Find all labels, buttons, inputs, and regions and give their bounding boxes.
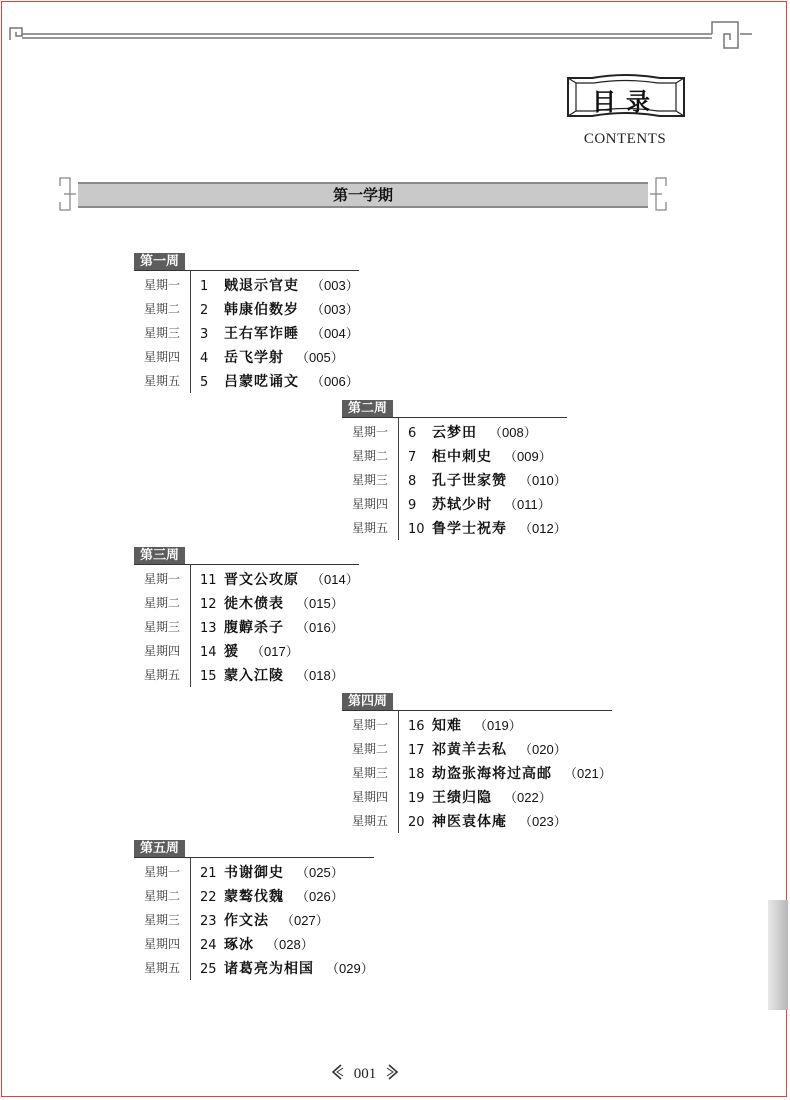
entry-page: （016） (296, 620, 344, 635)
entry-page: （012） (519, 521, 567, 536)
entry-number: 22 (200, 890, 217, 905)
entry-title: 柜中刺史 (432, 449, 492, 465)
entry-page: （018） (296, 668, 344, 683)
entry-page: （005） (296, 350, 344, 365)
week-label: 第三周 (134, 547, 185, 564)
day-label: 星期二 (143, 302, 180, 316)
day-label: 星期二 (143, 596, 180, 610)
toc-entry[interactable] (134, 956, 374, 980)
page-edge-shadow (768, 900, 788, 1010)
toc-entry[interactable] (134, 639, 359, 663)
entry-page: （027） (281, 913, 329, 928)
entry-page: （025） (296, 865, 344, 880)
entry-title: 神医袁体庵 (432, 814, 507, 830)
entry-title: 蒙入江陵 (224, 668, 284, 684)
entry-title: 苏轼少时 (432, 497, 492, 513)
entry-title: 王绩归隐 (432, 790, 492, 806)
week-entries (134, 270, 359, 393)
entry-number: 7 (408, 450, 417, 465)
week-section (134, 250, 359, 393)
entry-title: 劫盗张海将过高邮 (432, 766, 552, 782)
entry-title: 吕蒙呓诵文 (224, 374, 299, 390)
entry-title: 徙木偾表 (224, 596, 284, 612)
day-label: 星期四 (143, 350, 180, 364)
entry-title: 作文法 (224, 913, 269, 929)
week-entries (342, 417, 567, 540)
day-label: 星期四 (143, 937, 180, 951)
entry-title: 蒙骜伐魏 (224, 889, 284, 905)
week-section (342, 397, 567, 540)
toc-entry[interactable] (134, 615, 359, 639)
entry-page: （011） (504, 497, 551, 512)
toc-subtitle: CONTENTS (583, 131, 667, 147)
day-label: 星期五 (143, 374, 180, 388)
toc-entry[interactable] (342, 713, 612, 737)
entry-page: （026） (296, 889, 344, 904)
day-label: 星期五 (351, 814, 388, 828)
entry-title: 贼退示官吏 (224, 278, 299, 294)
entry-number: 4 (200, 351, 209, 366)
page-number: 001 (353, 1066, 377, 1082)
entry-number: 8 (408, 474, 417, 489)
entry-number: 25 (200, 962, 217, 977)
toc-entry[interactable] (134, 908, 374, 932)
toc-entry[interactable] (134, 321, 359, 345)
entry-number: 21 (200, 866, 217, 881)
week-section (134, 544, 359, 687)
entry-number: 18 (408, 767, 425, 782)
entry-page: （021） (564, 766, 612, 781)
entry-number: 9 (408, 498, 417, 513)
day-label: 星期三 (143, 913, 180, 927)
week-entries (342, 710, 612, 833)
day-label: 星期四 (351, 497, 388, 511)
day-label: 星期一 (351, 718, 388, 732)
toc-entry[interactable] (134, 369, 359, 393)
entry-number: 15 (200, 669, 217, 684)
day-label: 星期三 (143, 620, 180, 634)
day-label: 星期二 (143, 889, 180, 903)
entry-title: 知难 (432, 718, 462, 734)
toc-entry[interactable] (342, 785, 612, 809)
entry-number: 16 (408, 719, 425, 734)
day-label: 星期五 (351, 521, 388, 535)
entry-title: 腹䵍杀子 (224, 620, 284, 636)
entry-title: 孔子世家赞 (432, 473, 507, 489)
toc-entry[interactable] (134, 297, 359, 321)
toc-entry[interactable] (134, 663, 359, 687)
day-label: 星期一 (351, 425, 388, 439)
week-section (342, 690, 612, 833)
toc-entry[interactable] (342, 761, 612, 785)
entry-number: 5 (200, 375, 209, 390)
entry-page: （003） (311, 278, 359, 293)
entry-page: （014） (311, 572, 359, 587)
entry-page: （003） (311, 302, 359, 317)
toc-entry[interactable] (134, 567, 359, 591)
entry-title: 晋文公攻原 (224, 572, 299, 588)
entry-number: 19 (408, 791, 425, 806)
week-label: 第一周 (134, 253, 185, 270)
entry-title: 韩康伯数岁 (224, 302, 299, 318)
entry-page: （006） (311, 374, 359, 389)
entry-title: 猨 (224, 644, 239, 660)
day-label: 星期一 (143, 865, 180, 879)
day-label: 星期二 (351, 449, 388, 463)
page-footer (330, 1062, 400, 1082)
entry-title: 书谢御史 (224, 865, 284, 881)
day-label: 星期三 (351, 473, 388, 487)
day-label: 星期二 (351, 742, 388, 756)
toc-entry[interactable] (134, 932, 374, 956)
toc-entry[interactable] (134, 591, 359, 615)
entry-number: 20 (408, 815, 425, 830)
toc-entry[interactable] (342, 420, 567, 444)
chevron-right-icon (386, 1063, 400, 1081)
week-entries (134, 564, 359, 687)
toc-entry[interactable] (342, 809, 612, 833)
toc-entry[interactable] (134, 860, 374, 884)
entry-title: 琢冰 (224, 937, 254, 953)
entry-title: 王右军诈睡 (224, 326, 299, 342)
entry-page: （015） (296, 596, 344, 611)
toc-entry[interactable] (342, 516, 567, 540)
entry-title: 祁黄羊去私 (432, 742, 507, 758)
entry-number: 23 (200, 914, 217, 929)
toc-entry[interactable] (342, 468, 567, 492)
day-label: 星期四 (351, 790, 388, 804)
entry-page: （029） (326, 961, 374, 976)
entry-title: 岳飞学射 (224, 350, 284, 366)
day-label: 星期四 (143, 644, 180, 658)
toc-entry[interactable] (134, 345, 359, 369)
entry-number: 12 (200, 597, 217, 612)
toc-entry[interactable] (342, 444, 567, 468)
entry-page: （004） (311, 326, 359, 341)
day-label: 星期三 (143, 326, 180, 340)
toc-entry[interactable] (342, 492, 567, 516)
entry-page: （008） (489, 425, 537, 440)
week-label: 第二周 (342, 400, 393, 417)
entry-number: 3 (200, 327, 209, 342)
entry-page: （010） (519, 473, 567, 488)
entry-page: （028） (266, 937, 314, 952)
entry-title: 诸葛亮为相国 (224, 961, 314, 977)
toc-entry[interactable] (134, 884, 374, 908)
entry-number: 14 (200, 645, 217, 660)
entry-number: 1 (200, 279, 209, 294)
entry-title: 云梦田 (432, 425, 477, 441)
toc-title: 目录 (592, 88, 660, 116)
week-section (134, 837, 374, 980)
day-label: 星期一 (143, 278, 180, 292)
toc-entry[interactable] (342, 737, 612, 761)
day-label: 星期一 (143, 572, 180, 586)
entry-page: （022） (504, 790, 552, 805)
week-entries (134, 857, 374, 980)
day-label: 星期五 (143, 961, 180, 975)
term-banner: 第一学期 (78, 182, 648, 208)
entry-number: 10 (408, 522, 425, 537)
entry-number: 17 (408, 743, 425, 758)
entry-page: （009） (504, 449, 552, 464)
toc-entry[interactable] (134, 273, 359, 297)
entry-title: 鲁学士祝寿 (432, 521, 507, 537)
entry-number: 24 (200, 938, 217, 953)
entry-number: 2 (200, 303, 209, 318)
week-label: 第五周 (134, 840, 185, 857)
day-label: 星期三 (351, 766, 388, 780)
entry-number: 11 (200, 573, 217, 588)
day-label: 星期五 (143, 668, 180, 682)
week-label: 第四周 (342, 693, 393, 710)
chevron-left-icon (330, 1063, 344, 1081)
entry-page: （020） (519, 742, 567, 757)
entry-page: （023） (519, 814, 567, 829)
entry-number: 6 (408, 426, 417, 441)
entry-page: （017） (251, 644, 299, 659)
entry-page: （019） (474, 718, 522, 733)
entry-number: 13 (200, 621, 217, 636)
